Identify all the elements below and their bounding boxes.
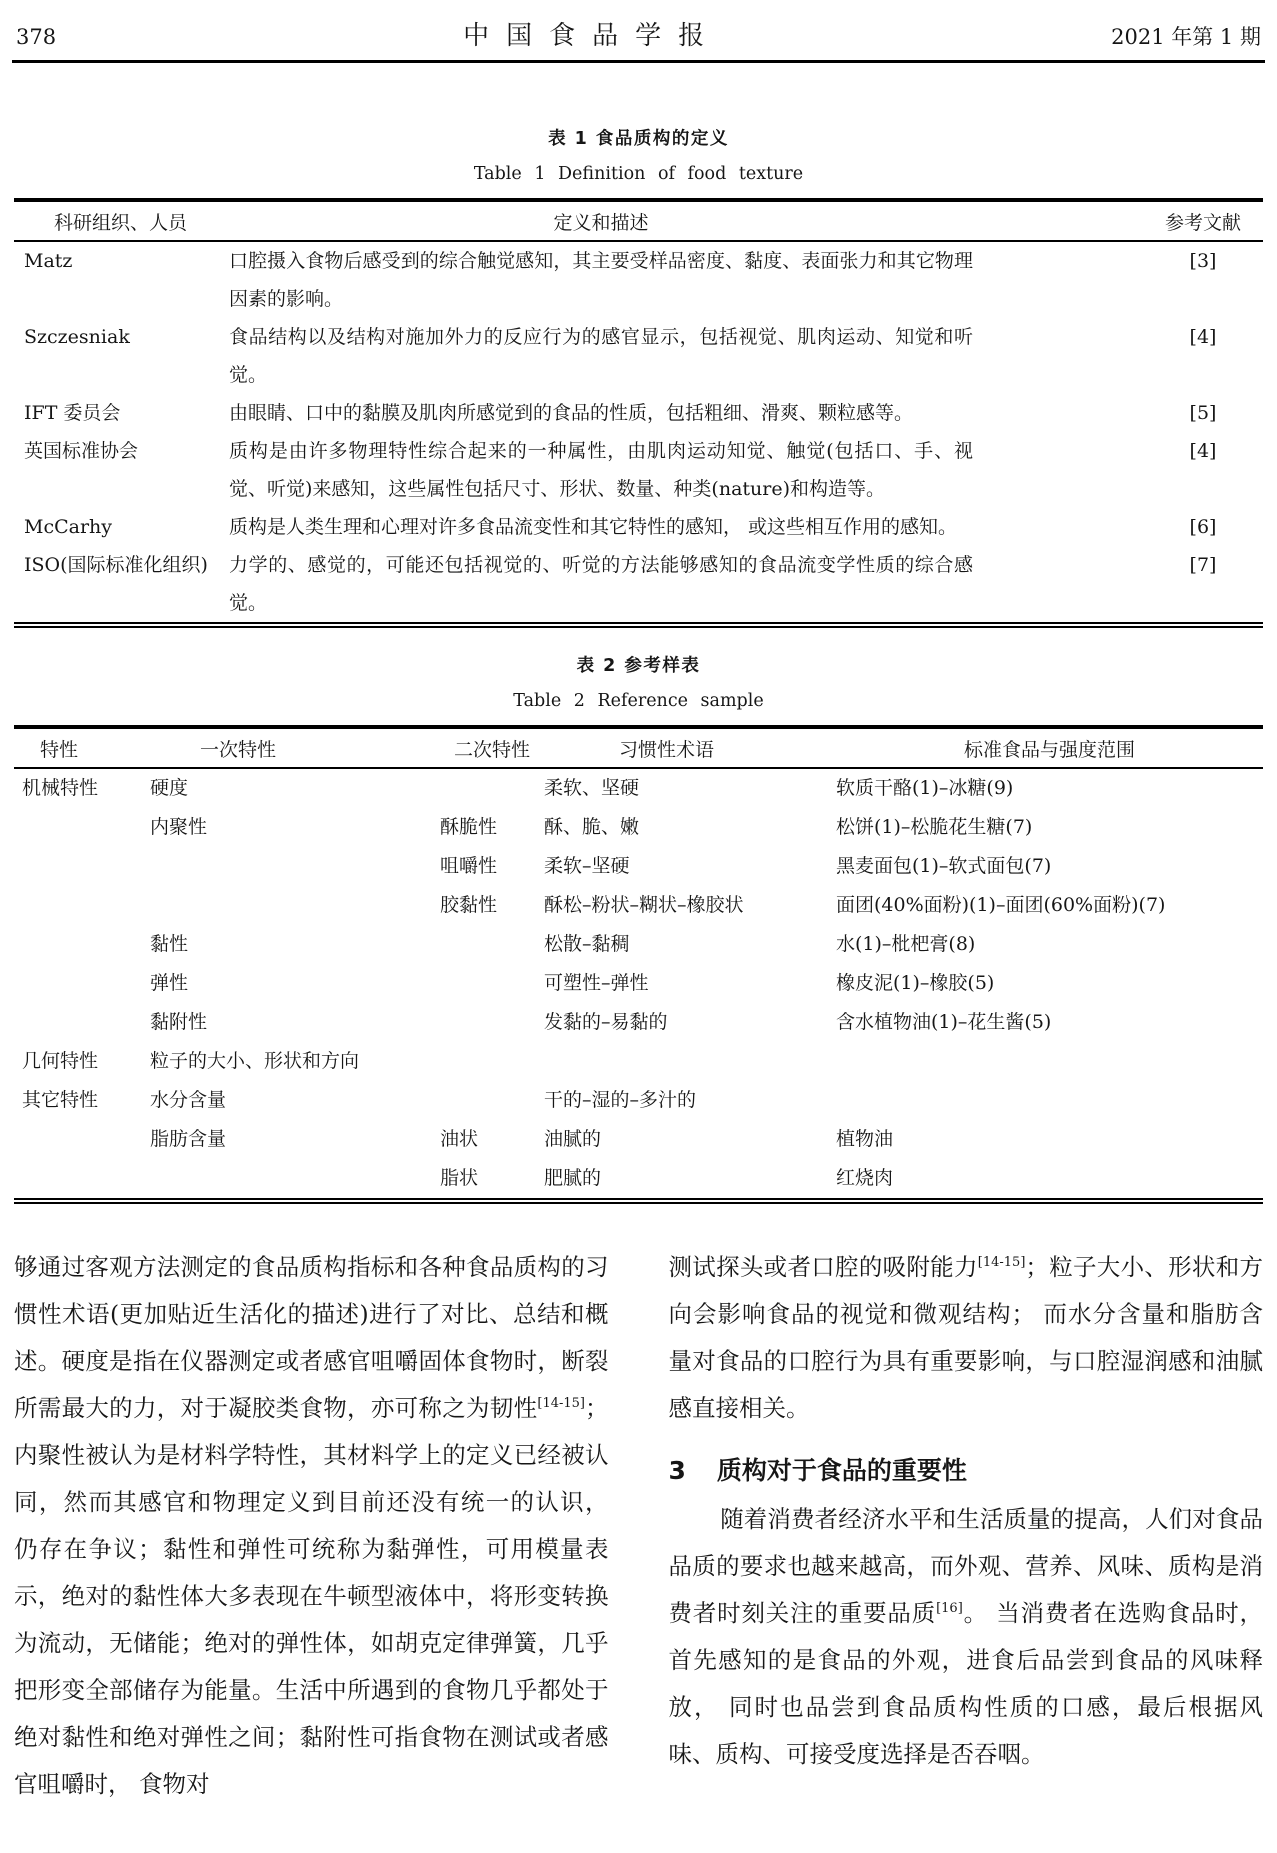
standard-food-cell: 橡皮泥(1)–橡胶(5) [836,972,995,994]
table1-col-reference: 参考文献 [1143,200,1263,241]
term-cell: 酥松–粉状–糊状–橡胶状 [544,894,744,916]
definition-cell: 由眼睛、口中的黏膜及肌肉所感觉到的食品的性质，包括粗细、滑爽、颗粒感等。 [229,402,914,424]
primary-cell: 脂肪含量 [150,1128,227,1150]
term-cell: 油腻的 [544,1128,602,1150]
table-row [14,546,1263,625]
table-row [14,1003,1263,1042]
primary-cell [150,847,440,886]
table-row [14,1159,1263,1201]
table-row [14,847,1263,886]
table2-header-row [14,727,1263,768]
characteristic-cell: 其它特性 [22,1089,99,1111]
primary-cell: 粒子的大小、形状和方向 [150,1050,360,1072]
secondary-cell [440,925,544,964]
standard-food-cell: 含水植物油(1)–花生酱(5) [836,1011,1052,1033]
secondary-cell: 酥脆性 [440,816,498,838]
organization-cell: Matz [24,250,73,272]
characteristic-cell [14,1003,150,1042]
table2-caption-en: Table 2 Reference sample [513,691,764,711]
reference-cell: [7] [1189,554,1217,576]
definition-cell: 力学的、感觉的，可能还包括视觉的、听觉的方法能够感知的食品流变学性质的综合感觉。 [229,554,973,614]
term-cell: 酥、脆、嫩 [544,816,640,838]
primary-cell: 黏附性 [150,1011,208,1033]
section-number: 3 [668,1456,686,1485]
reference-cell: [4] [1189,326,1217,348]
table-row [14,768,1263,808]
issue-label: 2021 年第 1 期 [1111,25,1261,49]
reference-cell: [6] [1189,516,1217,538]
characteristic-cell: 机械特性 [22,777,99,799]
table2-caption [0,652,1277,711]
table1-caption [0,125,1277,184]
table-row [14,508,1263,546]
paragraph: 随着消费者经济水平和生活质量的提高，人们对食品品质的要求也越来越高，而外观、营养、风味、质构是消费者时刻关注的重要品质[16]。 当消费者在选购食品时，首先感知的是食品的外观，进食后品尝到食品的风味释放， 同时也品尝到食品质构性质的口感，最后根据风味、质构、可接受度选择是否吞咽。 [668,1505,1263,1768]
standard-food-cell: 植物油 [836,1128,894,1150]
body-left-column [14,1244,609,1808]
table2-col-secondary: 二次特性 [440,727,544,768]
reference-cell: [4] [1189,440,1217,462]
page-header [0,0,1277,52]
table-row [14,394,1263,432]
definition-cell: 质构是人类生理和心理对许多食品流变性和其它特性的感知， 或这些相互作用的感知。 [229,516,958,538]
term-cell: 松散–黏稠 [544,933,630,955]
definition-cell: 质构是由许多物理特性综合起来的一种属性，由肌肉运动知觉、触觉(包括口、手、视觉、听觉)来感知，这些属性包括尺寸、形状、数量、种类(nature)和构造等。 [229,440,973,500]
body-right-column [669,1244,1264,1808]
characteristic-cell [14,1159,150,1201]
citation-superscript: [16] [936,1601,963,1617]
term-cell: 柔软、坚硬 [544,777,640,799]
paragraph: 够通过客观方法测定的食品质构指标和各种食品质构的习惯性术语(更加贴近生活化的描述)进行了对比、总结和概述。硬度是指在仪器测定或者感官咀嚼固体食物时，断裂所需最大的力，对于凝胶类食物，亦可称之为韧性[14-15]；内聚性被认为是材料学特性，其材料学上的定义已经被认同，然而其感官和物理定义到目前还没有统一的认识， 仍存在争议；黏性和弹性可统称为黏弹性，可用模量表示，绝对的黏性体大多表现在牛顿型液体中，将形变转换为流动，无储能；绝对的弹性体，如胡克定律弹簧，几乎把形变全部储存为能量。生活中所遇到的食物几乎都处于绝对黏性和绝对弹性之间；黏附性可指食物在测试或者感官咀嚼时， 食物对 [14,1253,609,1798]
table-row [14,241,1263,318]
term-cell: 肥腻的 [544,1167,602,1189]
organization-cell: 英国标准协会 [24,440,139,462]
table2-caption-zh: 表 2 参考样表 [576,656,701,676]
characteristic-cell [14,964,150,1003]
table2-col-term: 习惯性术语 [544,727,836,768]
reference-cell: [3] [1189,250,1217,272]
characteristic-cell [14,925,150,964]
table1-definition-of-food-texture [14,198,1263,628]
table-row [14,1042,1263,1081]
secondary-cell: 咀嚼性 [440,855,498,877]
body-text [14,1244,1263,1808]
paragraph: 测试探头或者口腔的吸附能力[14-15]；粒子大小、形状和方向会影响食品的视觉和微观结构； 而水分含量和脂肪含量对食品的口腔行为具有重要影响，与口腔湿润感和油腻感直接相关。 [668,1253,1264,1422]
characteristic-cell [14,847,150,886]
standard-food-cell [836,1081,1263,1120]
organization-cell: McCarhy [24,516,113,538]
characteristic-cell: 几何特性 [22,1050,99,1072]
term-cell: 柔软–坚硬 [544,855,630,877]
table-row [14,1120,1263,1159]
table1-col-organization: 科研组织、人员 [14,200,229,241]
secondary-cell: 脂状 [440,1167,479,1189]
primary-cell: 硬度 [150,777,189,799]
table-row [14,925,1263,964]
primary-cell: 水分含量 [150,1089,227,1111]
primary-cell: 内聚性 [150,816,208,838]
secondary-cell [440,964,544,1003]
standard-food-cell: 软质干酪(1)–冰糖(9) [836,777,1014,799]
table-row [14,318,1263,394]
journal-title: 中国食品学报 [463,21,722,51]
header-rule [12,60,1265,63]
table1-col-definition: 定义和描述 [229,200,1143,241]
table1-caption-en: Table 1 Definition of food texture [473,164,804,184]
standard-food-cell: 松饼(1)–松脆花生糖(7) [836,816,1033,838]
table-row [14,886,1263,925]
section-heading [669,1458,1264,1484]
standard-food-cell: 红烧肉 [836,1167,894,1189]
term-cell: 发黏的–易黏的 [544,1011,668,1033]
primary-cell: 弹性 [150,972,189,994]
table-row [14,964,1263,1003]
table-row [14,432,1263,508]
primary-cell [150,886,440,925]
table-row [14,808,1263,847]
secondary-cell [440,1003,544,1042]
standard-food-cell: 黑麦面包(1)–软式面包(7) [836,855,1052,877]
citation-superscript: [14-15] [537,1396,585,1412]
primary-cell [150,1159,440,1201]
organization-cell: ISO(国际标准化组织) [24,554,208,576]
table2-col-primary: 一次特性 [150,727,440,768]
term-cell: 干的–湿的–多汁的 [544,1089,697,1111]
organization-cell: IFT 委员会 [24,402,121,424]
characteristic-cell [14,808,150,847]
characteristic-cell [14,1120,150,1159]
table2-col-standard-food: 标准食品与强度范围 [836,727,1263,768]
secondary-cell [440,1081,544,1120]
term-cell [544,1042,836,1081]
secondary-cell [440,1042,544,1081]
citation-superscript: [14-15] [977,1255,1026,1271]
table1-caption-zh: 表 1 食品质构的定义 [548,129,729,149]
secondary-cell: 胶黏性 [440,894,498,916]
organization-cell: Szczesniak [24,326,130,348]
standard-food-cell [836,1042,1263,1081]
page-number: 378 [16,25,57,49]
standard-food-cell: 面团(40%面粉)(1)–面团(60%面粉)(7) [836,894,1166,916]
characteristic-cell [14,886,150,925]
reference-cell: [5] [1189,402,1217,424]
term-cell: 可塑性–弹性 [544,972,649,994]
secondary-cell: 油状 [440,1128,479,1150]
table2-col-characteristic: 特性 [14,727,150,768]
primary-cell: 黏性 [150,933,189,955]
table2-reference-sample [14,725,1263,1204]
section-title: 质构对于食品的重要性 [716,1456,967,1485]
standard-food-cell: 水(1)–枇杷膏(8) [836,933,976,955]
definition-cell: 口腔摄入食物后感受到的综合触觉感知，其主要受样品密度、黏度、表面张力和其它物理因素的影响。 [229,250,973,310]
table-row [14,1081,1263,1120]
definition-cell: 食品结构以及结构对施加外力的反应行为的感官显示，包括视觉、肌肉运动、知觉和听觉。 [229,326,973,386]
secondary-cell [440,768,544,808]
table1-header-row [14,200,1263,241]
